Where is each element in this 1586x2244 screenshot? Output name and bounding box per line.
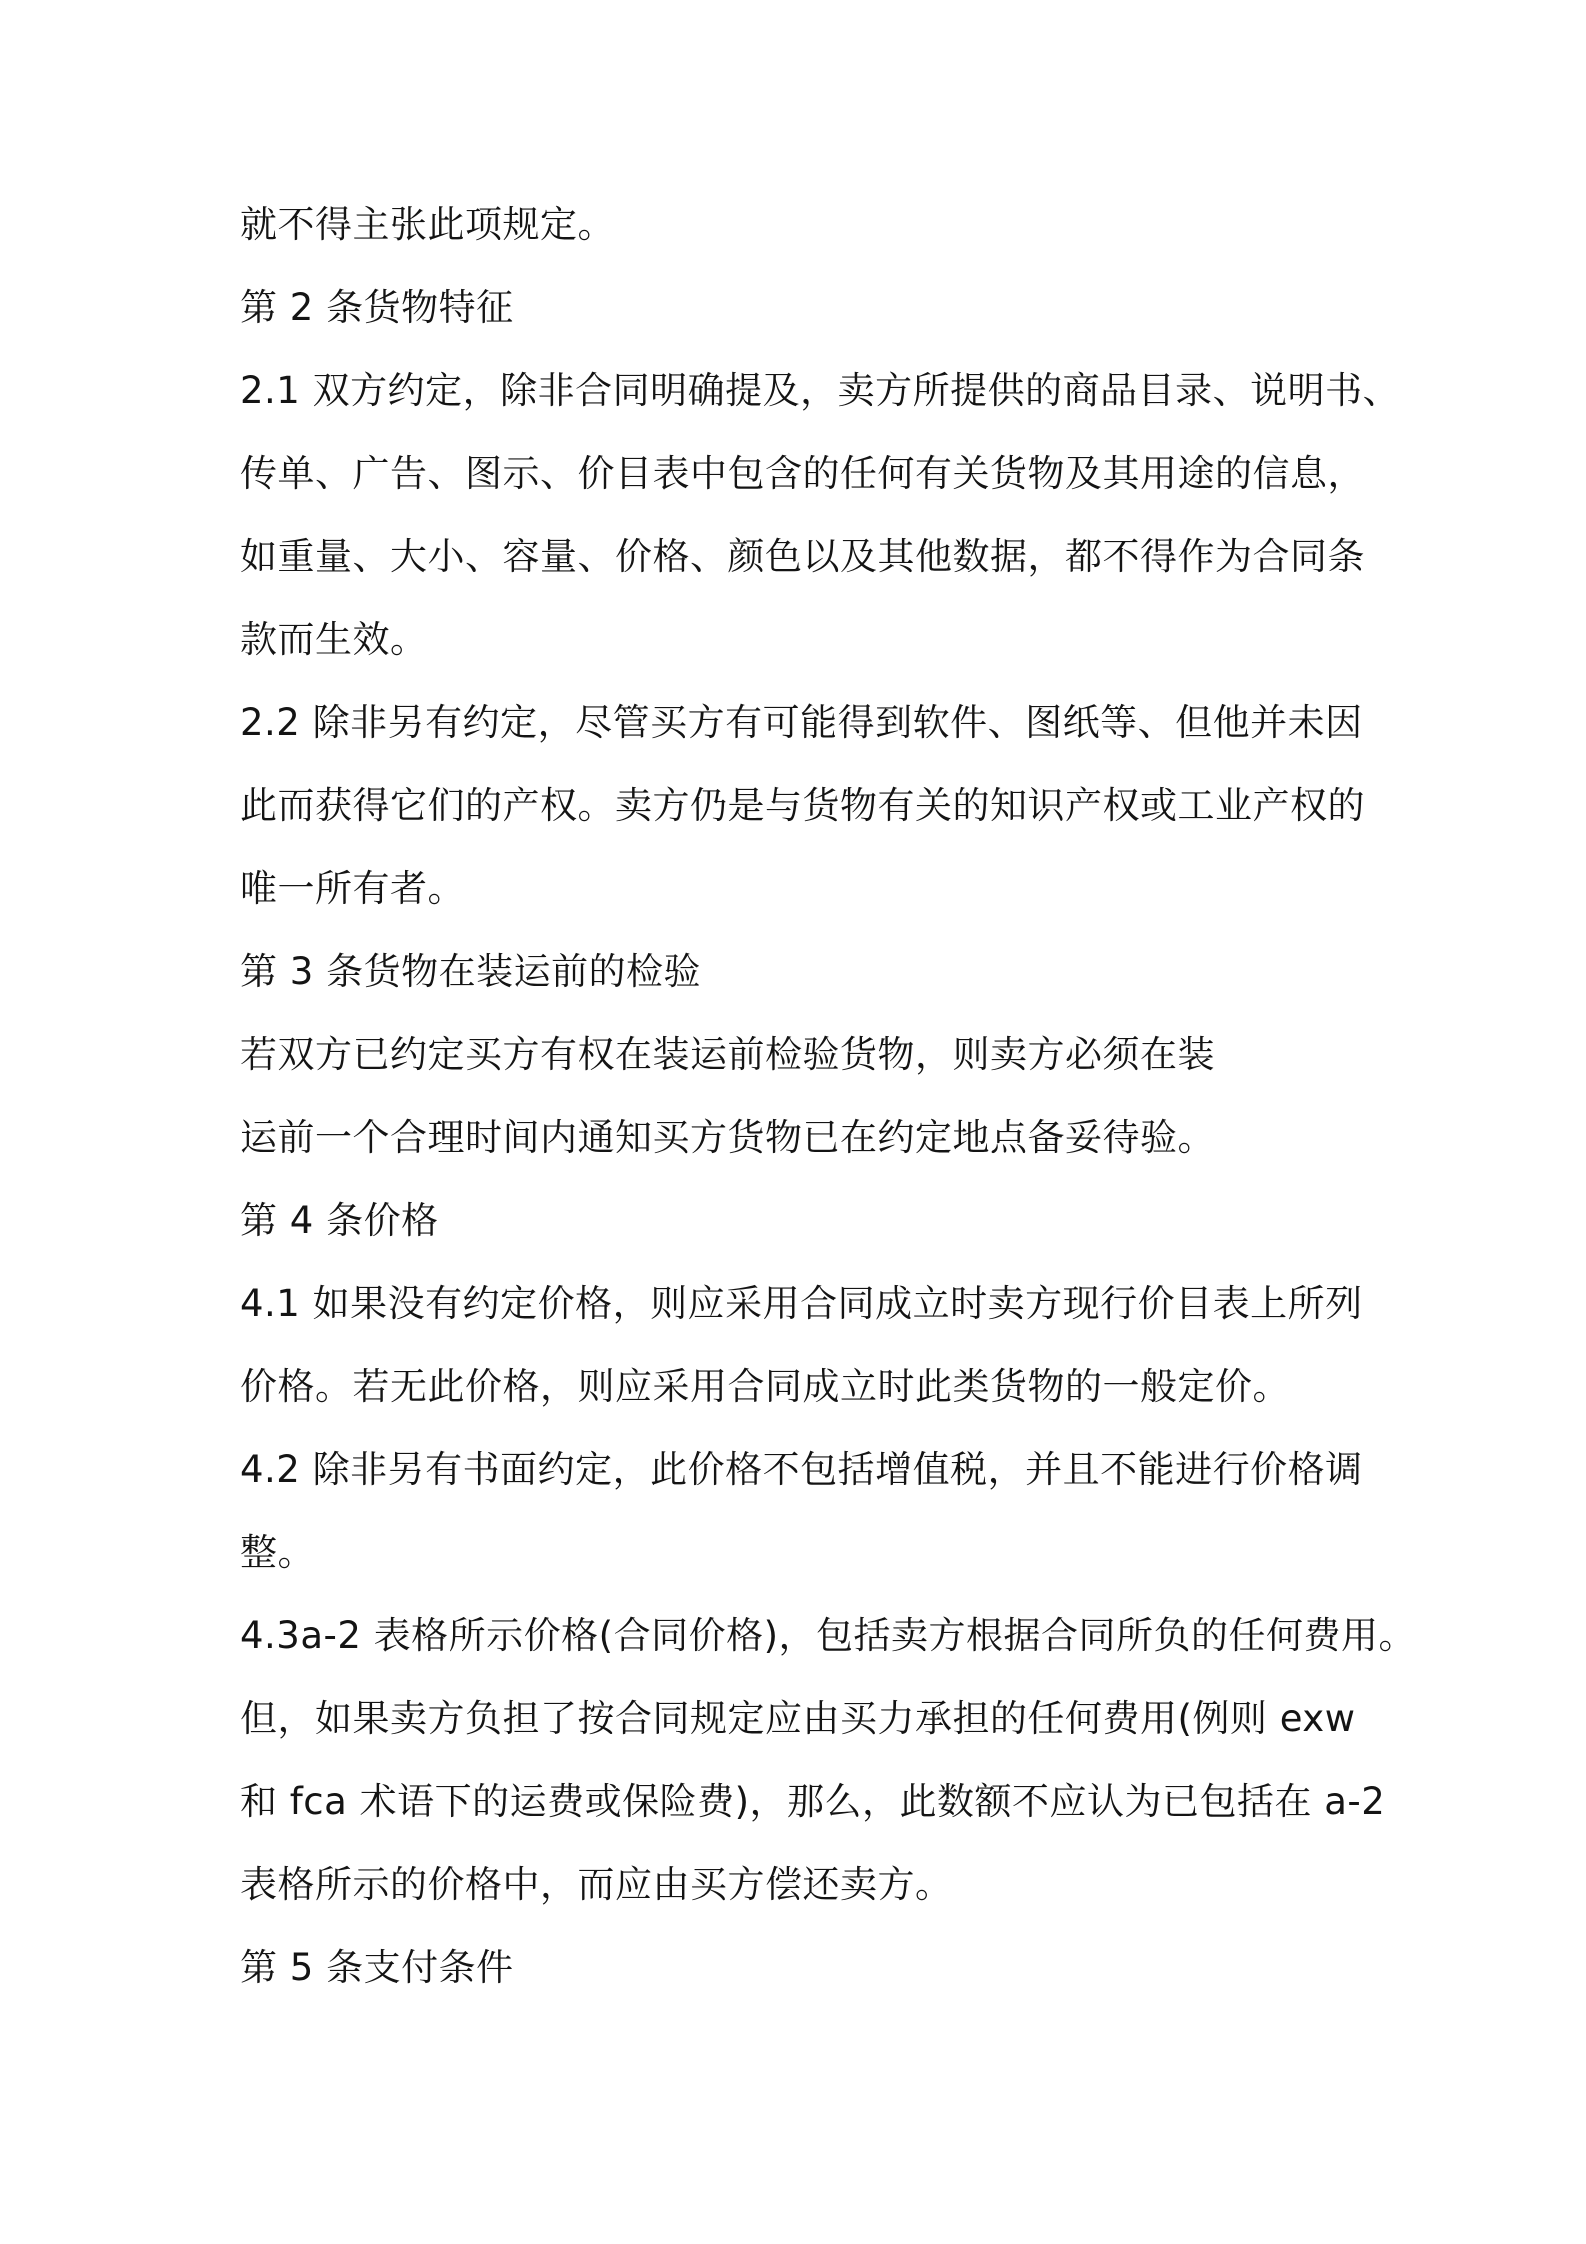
text-line-1: 就不得主张此项规定。: [240, 203, 615, 246]
text-line-9: 唯一所有者。: [240, 867, 465, 910]
text-line-15: 价格。若无此价格，则应采用合同成立时此类货物的一般定价。: [240, 1365, 1290, 1408]
heading-article-4: 第 4 条价格: [240, 1199, 439, 1242]
text-line-17: 整。: [240, 1531, 315, 1574]
text-line-7: 2.2 除非另有约定，尽管买方有可能得到软件、图纸等、但他并未因: [240, 701, 1363, 744]
heading-article-3: 第 3 条货物在装运前的检验: [240, 950, 702, 993]
text-line-4: 传单、广告、图示、价目表中包含的任何有关货物及其用途的信息，: [240, 452, 1365, 495]
heading-article-5: 第 5 条支付条件: [240, 1946, 514, 1989]
text-line-3: 2.1 双方约定，除非合同明确提及，卖方所提供的商品目录、说明书、: [240, 369, 1401, 412]
heading-article-2: 第 2 条货物特征: [240, 286, 514, 329]
text-line-11: 若双方已约定买方有权在装运前检验货物，则卖方必须在装: [240, 1033, 1215, 1076]
text-line-19: 但，如果卖方负担了按合同规定应由买力承担的任何费用(例则 exw: [240, 1697, 1356, 1740]
text-line-8: 此而获得它们的产权。卖方仍是与货物有关的知识产权或工业产权的: [240, 784, 1365, 827]
text-line-6: 款而生效。: [240, 618, 428, 661]
text-line-18: 4.3a-2 表格所示价格(合同价格)，包括卖方根据合同所负的任何费用。: [240, 1614, 1417, 1657]
text-line-5: 如重量、大小、容量、价格、颜色以及其他数据，都不得作为合同条: [240, 535, 1365, 578]
text-line-20: 和 fca 术语下的运费或保险费)，那么，此数额不应认为已包括在 a-2: [240, 1780, 1386, 1823]
text-line-16: 4.2 除非另有书面约定，此价格不包括增值税，并且不能进行价格调: [240, 1448, 1363, 1491]
text-line-21: 表格所示的价格中，而应由买方偿还卖方。: [240, 1863, 953, 1906]
text-line-12: 运前一个合理时间内通知买方货物已在约定地点备妥待验。: [240, 1116, 1215, 1159]
text-line-14: 4.1 如果没有约定价格，则应采用合同成立时卖方现行价目表上所列: [240, 1282, 1363, 1325]
